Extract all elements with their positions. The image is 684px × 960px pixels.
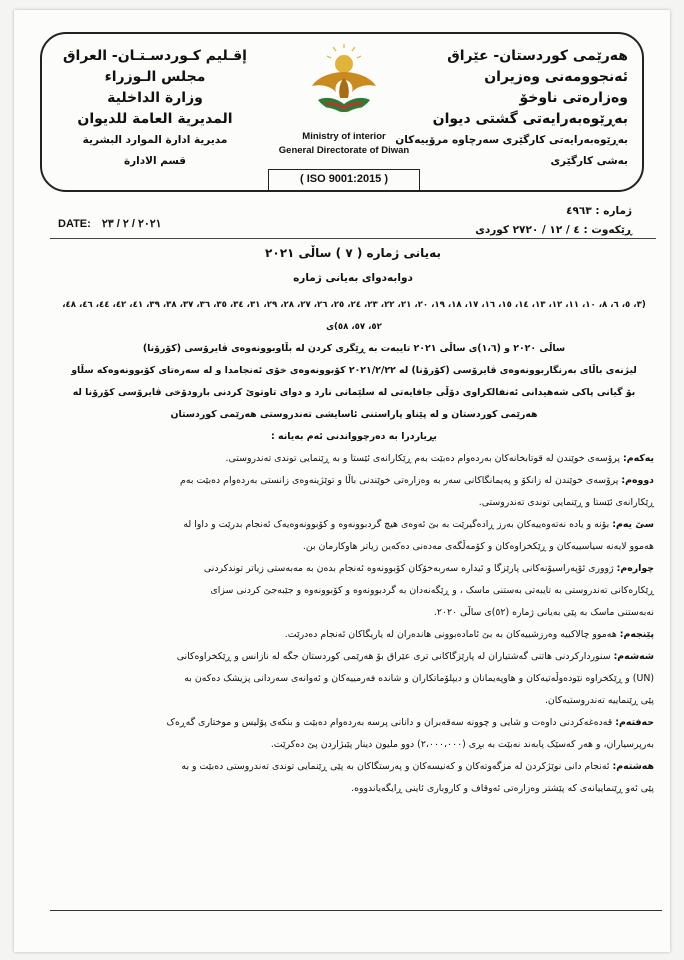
item-text: پرۆسەی خوێندن لە زانکۆ و پەیمانگاکانی سەر بە وەزارەتی خوێندنی باڵا و توێژینەوەی زانستی بەردەوام دەبێت بەم [180, 475, 619, 486]
reference-number: ژمارە : ٤٩٦٣ [566, 205, 632, 217]
kurdish-line: وەزارەتی ناوخۆ [519, 90, 628, 106]
date-label: DATE: [58, 218, 91, 230]
announcement-subtitle: دوابەدوای بەیانی ژمارە [293, 272, 413, 284]
reference-date: ڕێکەوت : ٤ / ١٢ / ٢٧٢٠ کوردی [475, 224, 632, 236]
footer-divider [50, 910, 662, 911]
item-text: ڕێکارەکانی تەندروستی بە تایبەتی بەستنی ماسک ، و ڕێگەنەدان بە گردبوونەوە و کۆبوونەوە و جێبەجێ کردنی سزای [210, 585, 654, 596]
decision-line: بڕیاردرا بە دەرچوواندنی ئەم بەیانە : [271, 431, 437, 442]
item-text: هەموو چالاکییە وەرزشییەکان بە بێ ئامادەبوونی هاندەران لە یاریگاکان ئەنجام دەدرێت. [284, 629, 617, 640]
header-divider [50, 238, 656, 239]
item-6 [54, 646, 654, 712]
arabic-sub-line: قسم الادارة [123, 155, 187, 167]
kurdish-line: هەرێمی کوردستان- عێراق [447, 48, 628, 64]
item-5 [54, 624, 654, 646]
iso-badge: ( ISO 9001:2015 ) [268, 169, 420, 191]
kurdish-sub-line: بەڕێوەبەرایەتی کارگێری سەرچاوە مرۆییەکان [395, 134, 628, 146]
item-label: پێنجەم: [619, 629, 654, 640]
item-text: ژووری ئۆپەراسیۆنەکانی پارێزگا و ئیدارە سەربەخۆکان کۆبوونەوە ئەنجام بدەن بە مەبەستی زیاتر توندکردنی [203, 563, 614, 574]
item-text: نەبەستنی ماسک بە پێی بەیانی ژمارە (٥٢)ی ساڵی ٢٠٢٠. [433, 607, 654, 618]
item-2 [54, 470, 654, 514]
item-7 [54, 712, 654, 756]
item-text: ئەنجام دانی نوێژکردن لە مزگەوتەکان و کەنیسەکان و پەرستگاکان بە پێی ڕێنمایی توندی تەندروستی دەبێت و بە [181, 761, 610, 772]
item-text: ڕێکارانەی ئێستا و ڕێنمایی توندی تەندروستی. [478, 497, 654, 508]
kurdish-line: ئەنجوومەنی وەزیران [484, 69, 628, 85]
item-text: پێی ڕێنماییە تەندروستیەکان. [544, 695, 654, 706]
item-text: (UN) و ڕێکخراوە نێودەوڵەتیەکان و هاوپەیمانان و دیپلۆماتکاران و شاندە فەرمییەکان و ئەوانەی سەردانی پزیشک دەکەن بە [184, 673, 654, 684]
item-label: یەکەم: [623, 453, 654, 464]
item-label: دووەم: [621, 475, 654, 486]
item-text: پێی ئەو ڕێنماییانەی کە پێشتر وەزارەتی ئەوقاف و کاروباری ئاینی ڕایگەیاندووە. [351, 783, 654, 794]
kurdish-line: بەڕێوەبەرایەتی گشتی دیوان [432, 111, 628, 127]
reference-line: ساڵی ٢٠٢٠ و (١،٦)ی ساڵی ٢٠٢١ تایبەت بە ڕێگری کردن لە بڵاوبوونەوەی ڤایرۆسی (کۆرۆنا) [142, 343, 566, 354]
item-4 [54, 558, 654, 624]
letterhead [40, 32, 644, 192]
arabic-letterhead [60, 46, 250, 172]
item-label: هەشتەم: [612, 761, 654, 772]
reference-block [475, 202, 632, 240]
kurdish-letterhead [392, 46, 628, 172]
kurdish-sub-line: بەشی کارگێری [550, 155, 628, 167]
announcement-body [54, 294, 654, 800]
item-3 [54, 514, 654, 558]
document-page [14, 10, 670, 952]
item-text: هەموو لایەنە سیاسییەکان و ڕێکخراوەکان و کۆمەڵگەی مەدەنی دەکەین زیاتر هاوکارمان بن. [302, 541, 654, 552]
item-label: چوارەم: [616, 563, 654, 574]
item-text: قەدەغەکردنی داوەت و شایی و چوونە سەقەبران و دانانی پرسە بەردەوام دەبێت و بنکەی پۆلیس و موختاری گەڕەک [166, 717, 613, 728]
item-text: بۆنە و یادە نەتەوەییەکان بەرز ڕادەگیرێت بە بێ ئەوەی هیچ گردبوونەوە و کۆبوونەوەیەک ئەنجام بدرێت و داوا لە [183, 519, 610, 530]
ministry-english [264, 130, 424, 158]
kurdistan-emblem-icon [304, 42, 384, 122]
item-text: پرۆسەی خوێندن لە قوتابخانەکان بەردەوام دەبێت بەم ڕێکارانەی ئێستا و بە ڕێنمایی توندی تەندروستی. [225, 453, 621, 464]
arabic-line: وزارة الداخلية [107, 90, 203, 106]
item-1 [54, 448, 654, 470]
arabic-line: إقـليم كـوردسـتـان- العراق [63, 48, 247, 64]
announcement-title: بەیانی ژمارە ( ٧ ) ساڵی ٢٠٢١ [265, 246, 441, 260]
date-line [50, 217, 162, 230]
item-text: بەرپرسیاران، و هەر کەسێک پابەند نەبێت بە بڕی (٢،٠٠٠،٠٠٠) دوو ملیون دینار پێبژاردن پێ دەکرێت. [270, 739, 654, 750]
arabic-line: مجلس الـوزراء [104, 69, 206, 85]
intro-line: بۆ گیانی پاکی شەهیدانی ئەنفالکراوی دۆڵی جافایەتی لە سلێمانی نارد و دوای تاوتوێ کردنی بارودۆخی ڤایرۆسی کۆرۆنا لە [72, 387, 636, 398]
arabic-sub-line: مديرية ادارة الموارد البشرية [82, 134, 228, 146]
ministry-name: Ministry of interior [302, 131, 386, 142]
item-text: سنوردارکردنی هاتنی گەشتیاران لە پارێزگاکانی تری عێراق بۆ هەرێمی کوردستان جگە لە نازانس و ڕێکخراوەکانی [176, 651, 611, 662]
reference-numbers: (٣، ٥، ٦، ٨، ١٠، ١١، ١٢، ١٣، ١٤، ١٥، ١٦، ١٧، ١٨، ١٩، ٢٠، ٢١، ٢٢، ٢٣، ٢٤، ٢٥، ٢٦، ٢٧، ٢٨، ٢٩، ٣١، ٣٤، ٣٥، ٣٦، ٣٧، ٣٨، ٣٩، ٤١، ٤٢، ٤٤، ٤٦، ٤٨، ٥٢، ٥٧، ٥٨)ی [62, 300, 646, 332]
item-label: حەفتەم: [615, 717, 654, 728]
item-8 [54, 756, 654, 800]
item-label: شەشەم: [613, 651, 654, 662]
item-label: سێ یەم: [612, 519, 654, 530]
date-value: ٢٠٢١ / ٢ / ٢٣ [101, 218, 162, 230]
directorate-name: General Directorate of Diwan [278, 145, 410, 156]
intro-line: هەرێمی کوردستان و لە پێناو پاراستنی ئاسایشی تەندروستی هەرێمی کوردستان [170, 409, 538, 420]
arabic-line: المديرية العامة للديوان [77, 111, 233, 127]
intro-line: لیژنەی باڵای بەرنگاربوونەوەی ڤایرۆسی (کۆرۆنا) لە ٢٠٢١/٢/٢٢ کۆبوونەوەی خۆی ئەنجامدا و لە سەرەتای کۆبوونەوەکە سڵاو [71, 365, 637, 376]
